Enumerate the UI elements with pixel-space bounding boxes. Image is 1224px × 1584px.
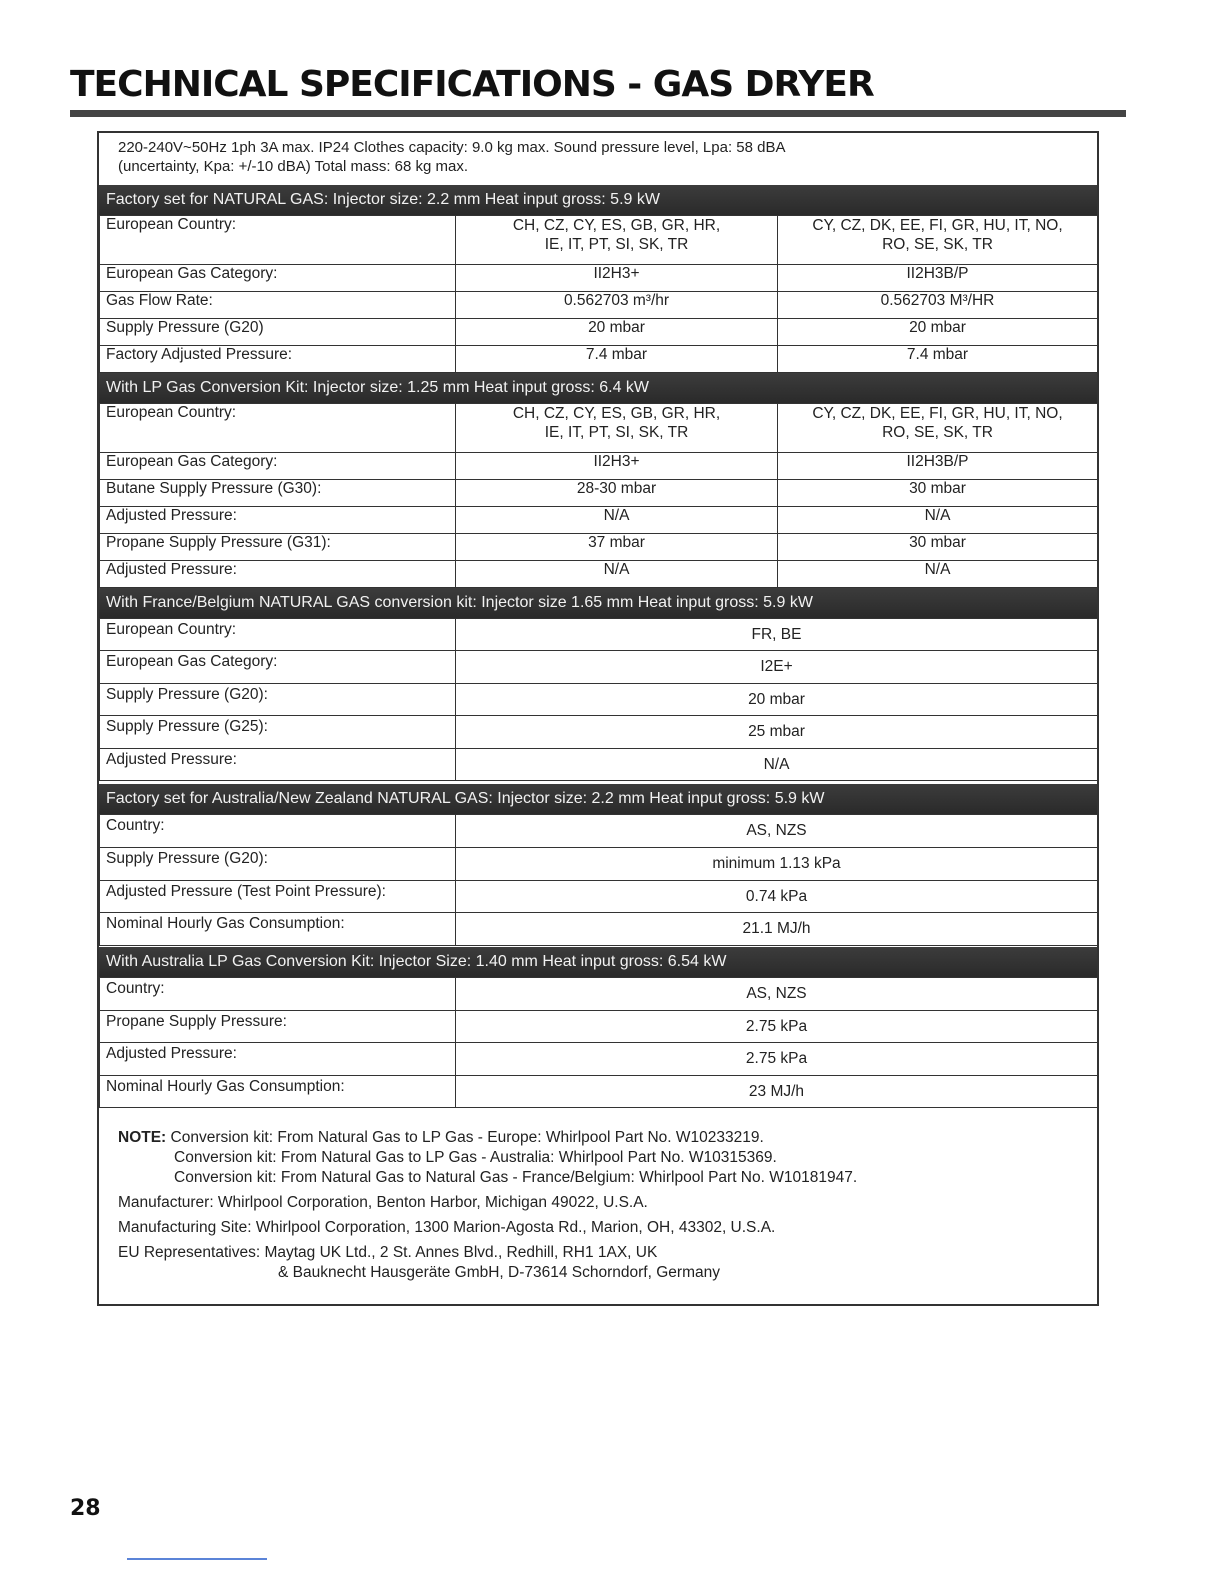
intro-line-1: 220-240V~50Hz 1ph 3A max. IP24 Clothes capacity: 9.0 kg max. Sound pressure level, Lpa: 58 dBA xyxy=(118,139,786,156)
table-row xyxy=(100,216,1098,265)
cell-value: 20 mbar xyxy=(778,319,1098,346)
manufacturing-site-text: Manufacturing Site: Whirlpool Corporation, 1300 Marion-Agosta Rd., Marion, OH, 43302, U.S.A. xyxy=(118,1219,776,1236)
row-label: Country: xyxy=(100,978,456,1011)
row-label: Supply Pressure (G20): xyxy=(100,848,456,881)
table-row xyxy=(100,749,1098,781)
cell-value: II2H3B/P xyxy=(778,265,1098,292)
table-row xyxy=(100,848,1098,881)
row-label: Adjusted Pressure: xyxy=(100,1043,456,1076)
spec-table-natural-gas xyxy=(99,215,1098,373)
row-label: Butane Supply Pressure (G30): xyxy=(100,480,456,507)
table-row xyxy=(100,534,1098,561)
cell-value: 30 mbar xyxy=(778,534,1098,561)
cell-value: I2E+ xyxy=(456,651,1098,684)
cell-value: 25 mbar xyxy=(456,716,1098,749)
table-row xyxy=(100,1076,1098,1108)
row-label: Factory Adjusted Pressure: xyxy=(100,346,456,373)
table-row xyxy=(100,978,1098,1011)
cell-value: 37 mbar xyxy=(456,534,778,561)
spec-table-australia-nz xyxy=(99,814,1098,946)
table-row xyxy=(100,319,1098,346)
row-label: Adjusted Pressure: xyxy=(100,561,456,588)
table-row xyxy=(100,507,1098,534)
cell-value: N/A xyxy=(778,507,1098,534)
cell-value: II2H3+ xyxy=(456,453,778,480)
row-label: European Country: xyxy=(100,404,456,453)
row-label: European Country: xyxy=(100,216,456,265)
spec-table-lp-gas xyxy=(99,403,1098,588)
section-header-australia-nz: Factory set for Australia/New Zealand NATURAL GAS: Injector size: 2.2 mm Heat input gross: 5.9 kW xyxy=(99,784,1097,814)
cell-value: 7.4 mbar xyxy=(778,346,1098,373)
intro-line-2: (uncertainty, Kpa: +/-10 dBA) Total mass: 68 kg max. xyxy=(118,158,469,175)
table-row xyxy=(100,881,1098,913)
title-rule xyxy=(70,110,1126,117)
cell-value: 2.75 kPa xyxy=(456,1011,1098,1043)
table-row xyxy=(100,815,1098,848)
page-title: TECHNICAL SPECIFICATIONS - GAS DRYER xyxy=(70,64,874,105)
table-row xyxy=(100,1011,1098,1043)
table-row xyxy=(100,561,1098,588)
row-label: Supply Pressure (G20) xyxy=(100,319,456,346)
eu-representatives-text: EU Representatives: Maytag UK Ltd., 2 St. Annes Blvd., Redhill, RH1 1AX, UK xyxy=(118,1244,658,1261)
row-label: Nominal Hourly Gas Consumption: xyxy=(100,913,456,946)
footer-rule xyxy=(127,1558,267,1560)
cell-value: 20 mbar xyxy=(456,684,1098,716)
conversion-kit-australia: Conversion kit: From Natural Gas to LP Gas - Australia: Whirlpool Part No. W10315369. xyxy=(174,1149,777,1166)
cell-value: N/A xyxy=(778,561,1098,588)
table-row xyxy=(100,651,1098,684)
table-row xyxy=(100,346,1098,373)
table-row xyxy=(100,404,1098,453)
intro-text xyxy=(118,138,1078,176)
conversion-kit-europe: Conversion kit: From Natural Gas to LP Gas - Europe: Whirlpool Part No. W10233219. xyxy=(170,1129,764,1146)
table-row xyxy=(100,292,1098,319)
cell-value: 0.562703 M³/HR xyxy=(778,292,1098,319)
cell-value: 2.75 kPa xyxy=(456,1043,1098,1076)
row-label: Adjusted Pressure (Test Point Pressure): xyxy=(100,881,456,913)
table-row xyxy=(100,1043,1098,1076)
notes-block xyxy=(118,1128,1078,1283)
spec-table-australia-lp xyxy=(99,977,1098,1108)
row-label: Propane Supply Pressure (G31): xyxy=(100,534,456,561)
cell-value: N/A xyxy=(456,561,778,588)
row-label: Supply Pressure (G25): xyxy=(100,716,456,749)
cell-value: FR, BE xyxy=(456,619,1098,651)
cell-value: 28-30 mbar xyxy=(456,480,778,507)
cell-value: minimum 1.13 kPa xyxy=(456,848,1098,881)
row-label: European Gas Category: xyxy=(100,265,456,292)
row-label: European Gas Category: xyxy=(100,453,456,480)
cell-value: AS, NZS xyxy=(456,815,1098,848)
row-label: Country: xyxy=(100,815,456,848)
cell-value: CH, CZ, CY, ES, GB, GR, HR, IE, IT, PT, SI, SK, TR xyxy=(456,404,778,453)
cell-value: AS, NZS xyxy=(456,978,1098,1011)
cell-value: 7.4 mbar xyxy=(456,346,778,373)
section-header-natural-gas: Factory set for NATURAL GAS: Injector size: 2.2 mm Heat input gross: 5.9 kW xyxy=(99,185,1097,215)
cell-value: CY, CZ, DK, EE, FI, GR, HU, IT, NO, RO, SE, SK, TR xyxy=(778,216,1098,265)
cell-value: CY, CZ, DK, EE, FI, GR, HU, IT, NO, RO, SE, SK, TR xyxy=(778,404,1098,453)
cell-value: II2H3B/P xyxy=(778,453,1098,480)
row-label: European Country: xyxy=(100,619,456,651)
section-header-france-belgium: With France/Belgium NATURAL GAS conversion kit: Injector size 1.65 mm Heat input gross: 5.9 kW xyxy=(99,588,1097,618)
row-label: Adjusted Pressure: xyxy=(100,749,456,781)
table-row xyxy=(100,684,1098,716)
cell-value: N/A xyxy=(456,507,778,534)
spec-table-france-belgium xyxy=(99,618,1098,781)
cell-value: 30 mbar xyxy=(778,480,1098,507)
table-row xyxy=(100,480,1098,507)
table-row xyxy=(100,265,1098,292)
page-number: 28 xyxy=(70,1496,101,1521)
row-label: European Gas Category: xyxy=(100,651,456,684)
cell-value: II2H3+ xyxy=(456,265,778,292)
row-label: Supply Pressure (G20): xyxy=(100,684,456,716)
table-row xyxy=(100,619,1098,651)
row-label: Propane Supply Pressure: xyxy=(100,1011,456,1043)
section-header-lp-gas: With LP Gas Conversion Kit: Injector size: 1.25 mm Heat input gross: 6.4 kW xyxy=(99,373,1097,403)
table-row xyxy=(100,453,1098,480)
cell-value: CH, CZ, CY, ES, GB, GR, HR, IE, IT, PT, SI, SK, TR xyxy=(456,216,778,265)
cell-value: 23 MJ/h xyxy=(456,1076,1098,1108)
table-row xyxy=(100,913,1098,946)
conversion-kit-france-belgium: Conversion kit: From Natural Gas to Natural Gas - France/Belgium: Whirlpool Part No. W10181947. xyxy=(174,1169,858,1186)
row-label: Nominal Hourly Gas Consumption: xyxy=(100,1076,456,1108)
table-row xyxy=(100,716,1098,749)
cell-value: 21.1 MJ/h xyxy=(456,913,1098,946)
cell-value: 0.562703 m³/hr xyxy=(456,292,778,319)
row-label: Adjusted Pressure: xyxy=(100,507,456,534)
note-line xyxy=(118,1128,1078,1148)
eu-representatives-text-2: & Bauknecht Hausgeräte GmbH, D-73614 Schorndorf, Germany xyxy=(278,1264,720,1281)
note-label: NOTE: xyxy=(118,1129,167,1146)
row-label: Gas Flow Rate: xyxy=(100,292,456,319)
section-header-australia-lp: With Australia LP Gas Conversion Kit: Injector Size: 1.40 mm Heat input gross: 6.54 kW xyxy=(99,947,1097,977)
cell-value: 0.74 kPa xyxy=(456,881,1098,913)
cell-value: N/A xyxy=(456,749,1098,781)
manufacturer-text: Manufacturer: Whirlpool Corporation, Benton Harbor, Michigan 49022, U.S.A. xyxy=(118,1194,648,1211)
cell-value: 20 mbar xyxy=(456,319,778,346)
